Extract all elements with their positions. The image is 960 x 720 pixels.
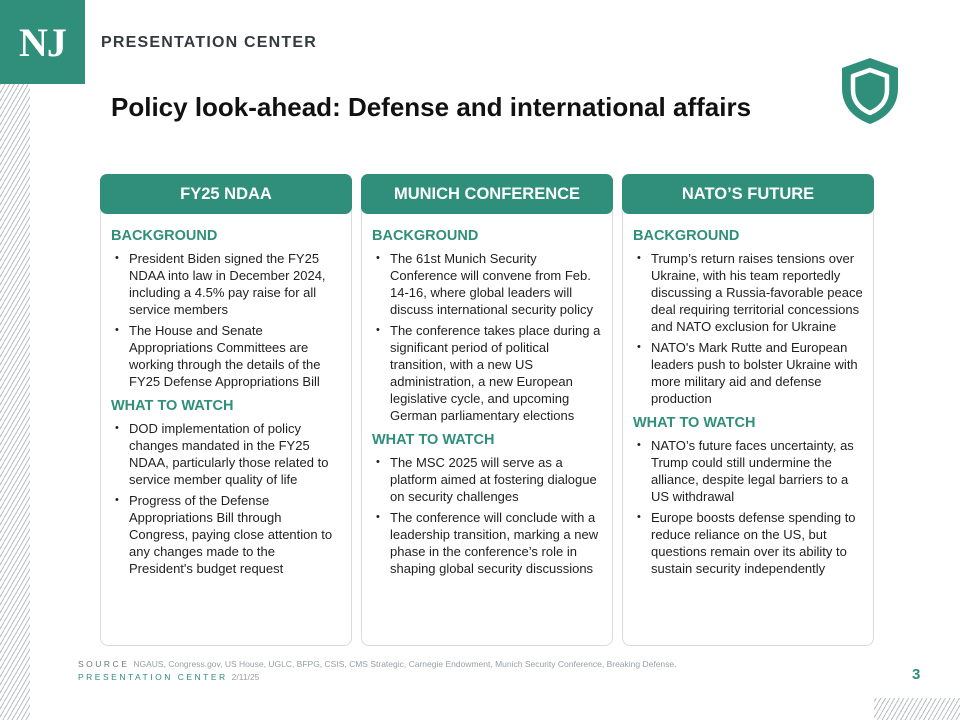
card-munich-conference — [361, 174, 613, 646]
section-heading-what-to-watch: WHAT TO WATCH — [633, 415, 756, 431]
bullet-item: • The conference will conclude with a leadership transition, marking a new phase in the conference’s role in shaping global security discussions — [372, 509, 602, 577]
bullet-item: • NATO’s future faces uncertainty, as Trump could still undermine the alliance, despite legal barriers to a US withdrawal — [633, 437, 863, 505]
bullet-item: • Europe boosts defense spending to reduce reliance on the US, but questions remain over its ability to sustain security independently — [633, 509, 863, 577]
section-heading-background: BACKGROUND — [372, 228, 479, 244]
source-line — [78, 658, 677, 671]
presentation-center-line — [78, 671, 677, 684]
source-label: SOURCE — [78, 659, 130, 669]
bullet-list — [633, 250, 863, 407]
section-heading-what-to-watch: WHAT TO WATCH — [372, 432, 495, 448]
section-heading-background: BACKGROUND — [111, 228, 218, 244]
footer — [78, 658, 677, 684]
footer-date: 2/11/25 — [231, 672, 260, 682]
bullet-item: • The 61st Munich Security Conference will convene from Feb. 14-16, where global leaders will discuss international security policy — [372, 250, 602, 318]
bullet-item: • The House and Senate Appropriations Committees are working through the details of the FY25 Defense Appropriations Bill — [111, 322, 341, 390]
bullet-list — [111, 250, 341, 390]
card-fy25-ndaa — [100, 174, 352, 646]
decorative-hatch-left — [0, 84, 30, 720]
bullet-list — [372, 454, 602, 577]
bullet-list — [111, 420, 341, 577]
bullet-item: • NATO's Mark Rutte and European leaders push to bolster Ukraine with more military aid and defense production — [633, 339, 863, 407]
logo-text: NJ — [19, 19, 66, 65]
presentation-center-label: PRESENTATION CENTER — [78, 672, 228, 682]
bullet-item: • DOD implementation of policy changes mandated in the FY25 NDAA, particularly those related to service member quality of life — [111, 420, 341, 488]
card-natos-future — [622, 174, 874, 646]
bullet-item: • The MSC 2025 will serve as a platform aimed at fostering dialogue on security challenges — [372, 454, 602, 505]
bullet-list — [633, 437, 863, 577]
card-heading: NATO’S FUTURE — [622, 174, 874, 214]
brand-label: PRESENTATION CENTER — [101, 34, 317, 51]
card-heading: MUNICH CONFERENCE — [361, 174, 613, 214]
bullet-item: • President Biden signed the FY25 NDAA into law in December 2024, including a 4.5% pay raise for all service members — [111, 250, 341, 318]
source-text: NGAUS, Congress.gov, US House, UGLC, BFPG, CSIS, CMS Strategic, Carnegie Endowment, Munich Security Conference, Breaking Defense. — [133, 659, 677, 669]
page-title: Policy look-ahead: Defense and international affairs — [111, 92, 752, 122]
card-heading: FY25 NDAA — [100, 174, 352, 214]
section-heading-what-to-watch: WHAT TO WATCH — [111, 398, 234, 414]
bullet-list — [372, 250, 602, 424]
shield-icon — [836, 55, 904, 127]
page-number: 3 — [912, 666, 921, 683]
nj-logo — [0, 0, 85, 84]
decorative-hatch-bottom-right — [874, 698, 960, 720]
bullet-item: • Trump’s return raises tensions over Ukraine, with his team reportedly discussing a Russia-favorable peace deal requiring territorial concessions and NATO exclusion for Ukraine — [633, 250, 863, 335]
bullet-item: • Progress of the Defense Appropriations Bill through Congress, paying close attention to any changes made to the President's budget request — [111, 492, 341, 577]
bullet-item: • The conference takes place during a significant period of political transition, with a new US administration, a new European legislative cycle, and upcoming German parliamentary elections — [372, 322, 602, 424]
section-heading-background: BACKGROUND — [633, 228, 740, 244]
